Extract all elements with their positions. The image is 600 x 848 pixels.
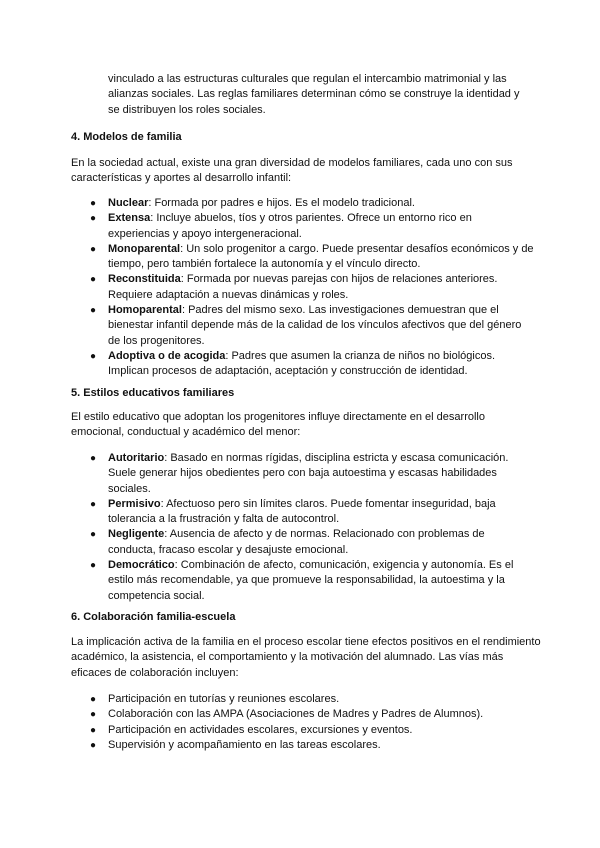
list-item: ● Reconstituida: Formada por nuevas parejas con hijos de relaciones anteriores. Requiere adaptación a nuevas dinámicas y roles. (90, 273, 498, 301)
bullet-icon: ● (90, 274, 97, 286)
bullet-icon: ● (90, 243, 97, 255)
list-item: ● Extensa: Incluye abuelos, tíos y otros parientes. Ofrece un entorno rico en experiencias y apoyo intergeneracional. (90, 212, 472, 240)
bullet-icon: ● (90, 724, 97, 736)
section-4-heading: 4. Modelos de familia (71, 131, 182, 143)
bullet-icon: ● (90, 350, 97, 362)
bullet-icon: ● (90, 198, 97, 209)
bullet-icon: ● (90, 560, 97, 572)
section-6-intro: La implicación activa de la familia en el proceso escolar tiene efectos positivos en el rendimiento académico, la asistencia, el comportamiento y la motivación del alumnado. Las vías más eficaces de colaboración incluyen: (71, 636, 541, 679)
bullet-icon: ● (90, 739, 97, 751)
bullet-icon: ● (90, 694, 97, 705)
section-4-intro: En la sociedad actual, existe una gran diversidad de modelos familiares, cada uno con sus características y aportes al desarrollo infantil: (71, 157, 513, 185)
collaboration-list (90, 692, 535, 753)
list-item: ● Negligente: Ausencia de afecto y de normas. Relacionado con problemas de conducta, fracaso escolar y desajuste emocional. (90, 528, 485, 556)
section-5-intro: El estilo educativo que adoptan los progenitores influye directamente en el desarrollo emocional, conductual y académico del menor: (71, 411, 485, 439)
list-item: ● Supervisión y acompañamiento en las tareas escolares. (90, 738, 535, 753)
list-item: ● Autoritario: Basado en normas rígidas, disciplina estricta y escasa comunicación. Suele generar hijos obedientes pero con baja autoestima y escasas habilidades sociales. (90, 452, 509, 495)
bullet-icon: ● (90, 305, 97, 317)
list-item: ● Participación en tutorías y reuniones escolares. (90, 692, 535, 707)
list-item: ● Adoptiva o de acogida: Padres que asumen la crianza de niños no biológicos. Implican procesos de adaptación, aceptación y construcción de identidad. (90, 349, 496, 378)
section-6-heading: 6. Colaboración familia-escuela (71, 611, 236, 623)
section-5-heading: 5. Estilos educativos familiares (71, 387, 235, 399)
bullet-icon: ● (90, 213, 97, 225)
list-item: ● Nuclear: Formada por padres e hijos. Es el modelo tradicional. (90, 196, 535, 211)
list-item: ● Colaboración con las AMPA (Asociaciones de Madres y Padres de Alumnos). (90, 707, 535, 722)
list-item: ● Monoparental: Un solo progenitor a cargo. Puede presentar desafíos económicos y de tiempo, pero también fortalece la autonomía y el vínculo directo. (90, 242, 534, 271)
list-item: ● Homoparental: Padres del mismo sexo. Las investigaciones demuestran que el bienestar infantil depende más de la calidad de los vínculos afectivos que del género de los progenitores. (90, 304, 522, 347)
list-item: ● Democrático: Combinación de afecto, comunicación, exigencia y autonomía. Es el estilo más recomendable, ya que promueve la responsabilidad, la autoestima y la competencia social. (90, 559, 514, 602)
bullet-icon: ● (90, 453, 97, 464)
bullet-icon: ● (90, 529, 97, 541)
list-item: ● Permisivo: Afectuoso pero sin límites claros. Puede fomentar inseguridad, baja tolerancia a la frustración y falta de autocontrol. (90, 497, 496, 526)
bullet-icon: ● (90, 709, 97, 721)
educational-styles-list (90, 451, 535, 604)
list-item: ● Participación en actividades escolares, excursiones y eventos. (90, 723, 535, 738)
intro-continuation-paragraph: vinculado a las estructuras culturales que regulan el intercambio matrimonial y las alianzas sociales. Las reglas familiares determinan cómo se construye la identidad y se distribuyen los roles sociales. (108, 73, 520, 116)
bullet-icon: ● (90, 498, 97, 510)
family-models-list (90, 196, 535, 380)
